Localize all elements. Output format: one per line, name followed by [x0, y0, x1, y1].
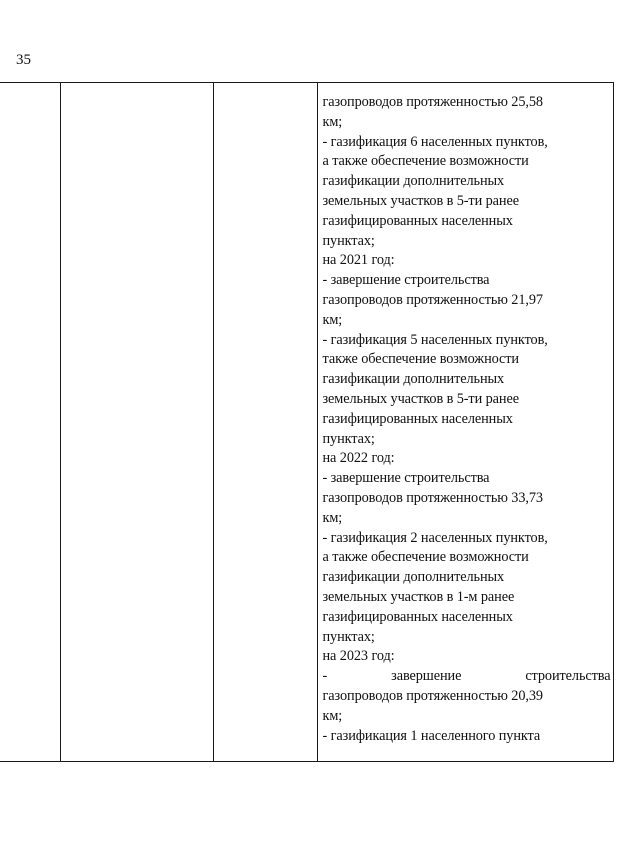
text-line: земельных участков в 1-м ранее	[322, 588, 515, 605]
table-cell-1	[0, 83, 60, 762]
text-line: также обеспечение возможности	[322, 351, 519, 368]
text-line: газификации дополнительных	[322, 569, 505, 586]
text-line: газопроводов протяженностью 21,97	[322, 291, 543, 308]
text-line: км;	[322, 311, 343, 328]
text-line: газопроводов протяженностью 20,39	[322, 687, 543, 704]
text-line: км;	[322, 509, 343, 526]
justified-word: -	[322, 668, 328, 685]
text-line: - газификация 6 населенных пунктов,	[322, 133, 548, 150]
text-line: пунктах;	[322, 232, 375, 249]
table-row	[0, 83, 613, 762]
text-line: земельных участков в 5-ти ранее	[322, 390, 519, 407]
text-line: на 2022 год:	[322, 450, 395, 467]
table-cell-3	[213, 83, 317, 762]
text-line: - завершение строительства	[322, 272, 490, 289]
text-line: газифицированных населенных	[322, 608, 513, 625]
justified-text-line	[323, 667, 611, 687]
text-line: газифицированных населенных	[322, 410, 513, 427]
text-line: газопроводов протяженностью 25,58	[322, 94, 543, 110]
text-line: - газификация 2 населенных пунктов,	[322, 529, 548, 546]
text-line: на 2023 год:	[322, 648, 395, 665]
page-number: 35	[16, 52, 31, 68]
text-line: газифицированных населенных	[322, 212, 513, 229]
justified-word: строительства	[525, 668, 611, 685]
text-line: км;	[322, 707, 343, 724]
text-line: на 2021 год:	[322, 252, 395, 269]
text-line: газопроводов протяженностью 33,73	[322, 489, 543, 506]
text-line: земельных участков в 5-ти ранее	[322, 192, 519, 209]
table-cell-description	[317, 83, 613, 762]
justified-word: завершение	[391, 668, 462, 685]
text-line: а также обеспечение возможности	[322, 153, 529, 170]
text-line: - газификация 1 населенного пункта	[322, 727, 541, 744]
text-line: - завершение строительства	[322, 470, 490, 487]
text-line: газификации дополнительных	[322, 371, 505, 388]
text-line: а также обеспечение возможности	[322, 549, 529, 566]
text-line: газификации дополнительных	[322, 173, 505, 190]
text-line: пунктах;	[322, 628, 375, 645]
table-cell-2	[60, 83, 213, 762]
text-line: км;	[322, 113, 343, 130]
document-table	[0, 82, 614, 762]
text-line: пунктах;	[322, 430, 375, 447]
description-text	[318, 83, 613, 746]
text-line: - газификация 5 населенных пунктов,	[322, 331, 548, 348]
